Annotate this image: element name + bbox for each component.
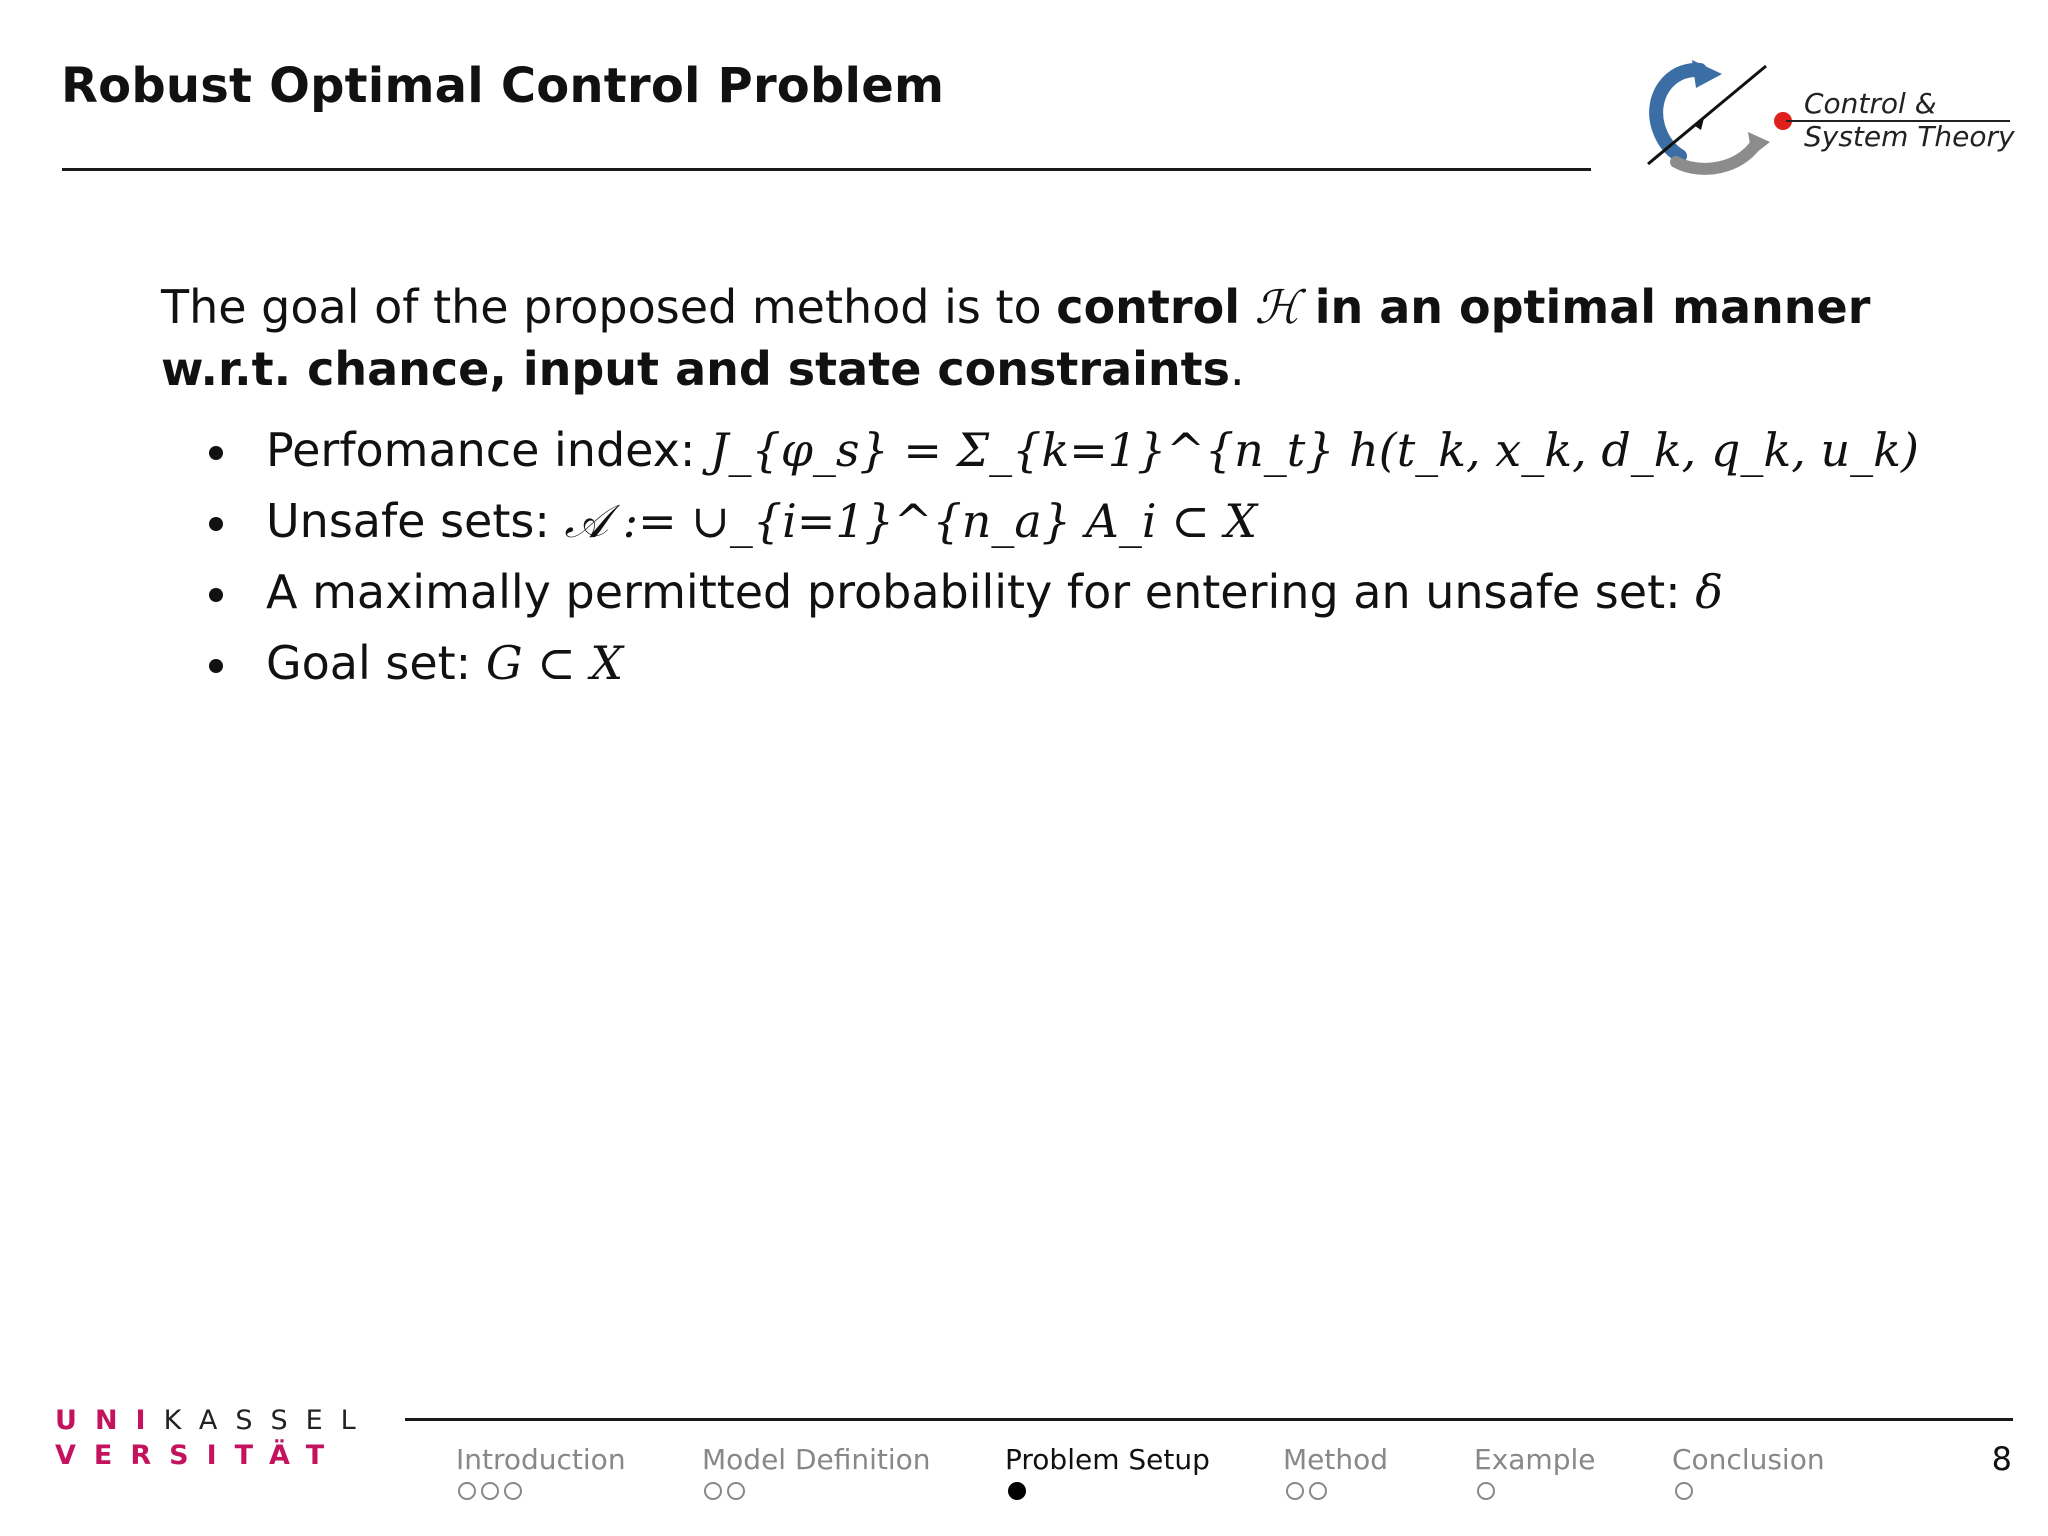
uni-letter: E [93,1440,131,1471]
intro-bold-rest: in an optimal manner w.r.t. chance, input and state constraints [161,280,1871,396]
nav-dot[interactable] [481,1482,499,1500]
bullet-label: Unsafe sets: [266,494,550,548]
nav-dots-introduction[interactable] [458,1482,522,1500]
nav-dot[interactable] [704,1482,722,1500]
bullet-max-probability [200,562,1919,633]
nav-dot[interactable] [1286,1482,1304,1500]
bullet-dot [209,588,223,602]
bullet-dot [209,659,223,673]
bullet-label: A maximally permitted probability for entering an unsafe set: [266,565,1681,619]
slide-title: Robust Optimal Control Problem [61,58,945,114]
bullet-performance-index [200,420,1919,491]
uni-letter: T [234,1440,269,1471]
control-system-theory-logo [1640,58,2015,178]
intro-paragraph [161,276,1921,400]
bullet-math: δ [1695,565,1723,619]
title-rule [62,168,1591,171]
uni-letter: I [135,1405,164,1436]
nav-conclusion[interactable]: Conclusion [1672,1443,1825,1476]
nav-example[interactable]: Example [1474,1443,1596,1476]
uni-letter: Ä [268,1440,306,1471]
bullet-label: Goal set: [266,636,472,690]
intro-symbol-h: ℋ [1254,280,1301,334]
uni-letter: S [270,1405,306,1436]
uni-letter: T [305,1440,343,1471]
intro-prefix: The goal of the proposed method is to [161,280,1057,334]
uni-letter: R [130,1440,170,1471]
university-row2 [55,1440,374,1471]
nav-dot-current[interactable] [1008,1482,1026,1500]
nav-model-definition[interactable]: Model Definition [702,1443,931,1476]
uni-letter: V [55,1440,94,1471]
uni-letter: E [305,1405,341,1436]
bullet-math: J_{φ_s} = Σ_{k=1}^{n_t} h(t_k, x_k, d_k, q_k, u_k) [710,423,1919,477]
university-row1 [55,1405,374,1436]
nav-dots-model-definition[interactable] [704,1482,745,1500]
uni-letter: I [206,1440,235,1471]
bullet-goal-set [200,633,1919,704]
intro-suffix: . [1230,342,1245,396]
nav-introduction[interactable]: Introduction [456,1443,626,1476]
logo-arrows-icon [1640,58,1780,178]
nav-dot[interactable] [1675,1482,1693,1500]
nav-dot[interactable] [504,1482,522,1500]
nav-rule [405,1418,2013,1421]
nav-method[interactable]: Method [1283,1443,1389,1476]
bullet-dot [209,517,223,531]
logo-line1: Control & [1804,87,1937,120]
bullet-math: G ⊂ X [485,636,624,690]
nav-dots-problem-setup[interactable] [1008,1482,1026,1500]
uni-letter: A [198,1405,236,1436]
logo-line2: System Theory [1804,120,2015,153]
uni-letter: K [163,1405,199,1436]
uni-letter: S [235,1405,271,1436]
uni-letter: L [340,1405,374,1436]
bullet-dot [209,446,223,460]
nav-dot[interactable] [1309,1482,1327,1500]
nav-dots-method[interactable] [1286,1482,1327,1500]
bullet-label: Perfomance index: [266,423,696,477]
university-logo [55,1405,374,1471]
uni-letter: N [94,1405,136,1436]
nav-dots-example[interactable] [1477,1482,1495,1500]
intro-bold-control: control [1056,280,1240,334]
page-number: 8 [1991,1440,2012,1478]
bullet-list [200,420,1919,704]
nav-dot[interactable] [458,1482,476,1500]
nav-dot[interactable] [727,1482,745,1500]
bullet-math: 𝒜 := ∪_{i=1}^{n_a} A_i ⊂ X [564,494,1258,548]
uni-letter: S [169,1440,207,1471]
uni-letter: U [55,1405,95,1436]
nav-dots-conclusion[interactable] [1675,1482,1693,1500]
bullet-unsafe-sets [200,491,1919,562]
nav-dot[interactable] [1477,1482,1495,1500]
nav-problem-setup[interactable]: Problem Setup [1005,1443,1210,1476]
